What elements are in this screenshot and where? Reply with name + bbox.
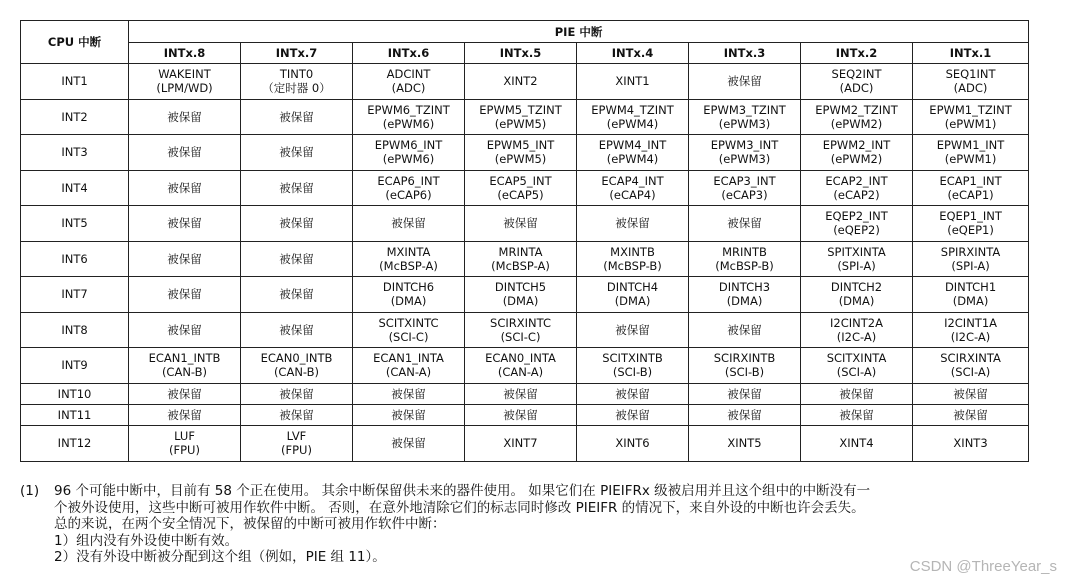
table-cell — [801, 277, 913, 313]
table-cell — [129, 348, 241, 384]
cell-text: (McBSP-A) — [491, 258, 550, 273]
table-cell — [913, 425, 1029, 461]
table-header-row — [21, 21, 1029, 43]
table-cell — [913, 241, 1029, 277]
table-cell — [577, 135, 689, 171]
cell-text: SEQ2INT — [831, 67, 882, 82]
cell-text: 被保留 — [167, 322, 202, 337]
table-cell — [465, 241, 577, 277]
table-cell — [129, 277, 241, 313]
cell-text: (CAN-A) — [497, 365, 544, 380]
table-cell — [577, 404, 689, 425]
table-cell — [801, 348, 913, 384]
table-cell — [801, 99, 913, 135]
table-cell — [129, 206, 241, 242]
table-cell — [353, 404, 465, 425]
table-row — [21, 170, 1029, 206]
cell-text: 被保留 — [279, 145, 314, 160]
table-cell — [913, 64, 1029, 100]
row-label: INT12 — [21, 425, 129, 461]
cell-text: 被保留 — [167, 216, 202, 231]
row-label: INT10 — [21, 383, 129, 404]
cell-text: (ePWM6) — [382, 152, 435, 167]
table-cell — [801, 241, 913, 277]
row-label: INT3 — [21, 135, 129, 171]
cell-text: EPWM4_TZINT — [591, 102, 674, 117]
cell-text: (eCAP3) — [721, 187, 768, 202]
pie-interrupt-header: PIE 中断 — [129, 21, 1029, 43]
table-row — [21, 64, 1029, 100]
row-label: INT7 — [21, 277, 129, 313]
cell-text: XINT2 — [503, 74, 538, 89]
cell-text: 被保留 — [391, 407, 426, 422]
cell-text: SCIRXINTA — [940, 351, 1001, 366]
cell-text: (DMA) — [614, 294, 651, 309]
footnote-line: 个被外设使用，这些中断可被用作软件中断。 否则，在意外地清除它们的标志同时修改 PIEIFR 的情况下，来自外设的中断也许会丢失。 — [54, 499, 865, 516]
cell-text: LVF — [286, 429, 307, 443]
cell-text: ECAN1_INTB — [148, 351, 221, 366]
cell-text: EPWM5_TZINT — [479, 102, 562, 117]
cell-text: (CAN-B) — [273, 365, 320, 380]
cell-text: (SCI-C) — [388, 329, 429, 344]
cell-text: 被保留 — [391, 216, 426, 231]
cell-text: EPWM4_INT — [598, 138, 667, 153]
cell-text: 被保留 — [839, 386, 874, 401]
cell-text: 被保留 — [391, 386, 426, 401]
cell-text: (eCAP4) — [609, 187, 656, 202]
cell-text: 被保留 — [279, 109, 314, 124]
table-cell — [577, 312, 689, 348]
cell-text: (LPM/WD) — [156, 81, 213, 96]
table-cell — [241, 206, 353, 242]
table-cell — [801, 135, 913, 171]
cell-text: (ePWM1) — [944, 116, 997, 131]
cell-text: SEQ1INT — [945, 67, 996, 82]
table-cell — [801, 170, 913, 206]
cell-text: 被保留 — [953, 407, 988, 422]
table-cell — [577, 383, 689, 404]
cell-text: (CAN-A) — [385, 365, 432, 380]
table-row — [21, 206, 1029, 242]
cell-text: 被保留 — [503, 407, 538, 422]
cell-text: EPWM3_INT — [710, 138, 779, 153]
cell-text: SCITXINTC — [378, 315, 439, 330]
cell-text: (eCAP1) — [947, 187, 994, 202]
table-cell — [353, 383, 465, 404]
table-cell — [129, 135, 241, 171]
column-header: INTx.6 — [353, 43, 465, 64]
table-cell — [689, 312, 801, 348]
table-cell — [241, 425, 353, 461]
table-cell — [801, 425, 913, 461]
table-cell — [801, 383, 913, 404]
cell-text: LUF — [174, 429, 195, 443]
table-cell — [913, 312, 1029, 348]
cell-text: SCIRXINTC — [490, 315, 551, 330]
cell-text: DINTCH6 — [382, 280, 435, 295]
cell-text: EPWM2_INT — [822, 138, 891, 153]
cell-text: (ePWM6) — [382, 116, 435, 131]
table-cell — [353, 312, 465, 348]
cell-text: SCITXINTB — [602, 351, 663, 366]
cell-text: SCITXINTA — [826, 351, 887, 366]
table-cell — [465, 64, 577, 100]
cell-text: 被保留 — [279, 287, 314, 302]
cell-text: 被保留 — [167, 251, 202, 266]
cell-text: WAKEINT — [158, 67, 211, 82]
table-cell — [801, 404, 913, 425]
table-row — [21, 312, 1029, 348]
cell-text: (DMA) — [952, 294, 989, 309]
cell-text: SPIRXINTA — [940, 244, 1001, 259]
table-cell — [241, 383, 353, 404]
cell-text: EQEP2_INT — [825, 209, 888, 224]
cell-text: 被保留 — [615, 216, 650, 231]
cell-text: 被保留 — [279, 180, 314, 195]
cell-text: (ePWM2) — [830, 116, 883, 131]
table-cell — [577, 241, 689, 277]
cell-text: (ePWM3) — [718, 116, 771, 131]
table-cell — [801, 206, 913, 242]
table-cell — [129, 64, 241, 100]
table-cell — [465, 348, 577, 384]
cell-text: 被保留 — [839, 407, 874, 422]
table-cell — [689, 170, 801, 206]
table-cell — [241, 312, 353, 348]
cell-text: (DMA) — [502, 294, 539, 309]
table-cell — [465, 135, 577, 171]
footnote-line: 1）组内没有外设使中断有效。 — [54, 532, 239, 549]
table-cell — [801, 64, 913, 100]
cell-text: 被保留 — [167, 109, 202, 124]
cell-text: DINTCH1 — [944, 280, 997, 295]
cell-text: ECAN0_INTA — [485, 351, 556, 366]
column-header: INTx.1 — [913, 43, 1029, 64]
table-cell — [353, 170, 465, 206]
cell-text: (McBSP-A) — [379, 258, 438, 273]
cell-text: (eCAP2) — [833, 187, 880, 202]
cell-text: DINTCH5 — [494, 280, 547, 295]
cell-text: DINTCH3 — [718, 280, 771, 295]
table-cell — [465, 277, 577, 313]
cell-text: 被保留 — [727, 322, 762, 337]
table-row — [21, 348, 1029, 384]
table-cell — [913, 99, 1029, 135]
table-cell — [465, 99, 577, 135]
cell-text: ADCINT — [386, 67, 431, 82]
table-cell — [913, 277, 1029, 313]
table-cell — [577, 170, 689, 206]
table-cell — [465, 383, 577, 404]
table-cell — [913, 348, 1029, 384]
cell-text: (ePWM4) — [606, 152, 659, 167]
table-cell — [353, 241, 465, 277]
table-cell — [241, 241, 353, 277]
cell-text: DINTCH4 — [606, 280, 659, 295]
table-row — [21, 99, 1029, 135]
cell-text: (SPI-A) — [837, 258, 876, 273]
cell-text: (ePWM5) — [494, 116, 547, 131]
cell-text: (ePWM5) — [494, 152, 547, 167]
cell-text: 被保留 — [167, 145, 202, 160]
table-cell — [465, 312, 577, 348]
table-cell — [801, 312, 913, 348]
cpu-interrupt-header: CPU 中断 — [21, 21, 129, 64]
row-label: INT1 — [21, 64, 129, 100]
cell-text: (ADC) — [953, 81, 988, 96]
table-cell — [689, 206, 801, 242]
cell-text: (I2C-A) — [950, 329, 991, 344]
cell-text: 被保留 — [167, 287, 202, 302]
cell-text: (FPU) — [281, 443, 312, 457]
cell-text: XINT1 — [615, 74, 650, 89]
table-cell — [129, 241, 241, 277]
table-cell — [129, 170, 241, 206]
cell-text: EQEP1_INT — [939, 209, 1002, 224]
row-label: INT6 — [21, 241, 129, 277]
cell-text: 被保留 — [167, 386, 202, 401]
cell-text: 被保留 — [953, 386, 988, 401]
cell-text: XINT5 — [727, 436, 762, 450]
cell-text: (ePWM2) — [830, 152, 883, 167]
table-cell — [353, 206, 465, 242]
table-cell — [689, 277, 801, 313]
cell-text: ECAP1_INT — [939, 173, 1002, 188]
pie-interrupt-table — [20, 20, 1029, 462]
table-cell — [913, 404, 1029, 425]
table-cell — [353, 64, 465, 100]
cell-text: EPWM2_TZINT — [815, 102, 898, 117]
cell-text: (DMA) — [838, 294, 875, 309]
cell-text: 被保留 — [615, 322, 650, 337]
cell-text: (SCI-C) — [500, 329, 541, 344]
cell-text: MRINTA — [498, 244, 543, 259]
column-header: INTx.7 — [241, 43, 353, 64]
table-cell — [241, 99, 353, 135]
cell-text: EPWM3_TZINT — [703, 102, 786, 117]
table-cell — [465, 404, 577, 425]
cell-text: 被保留 — [279, 322, 314, 337]
table-cell — [913, 383, 1029, 404]
cell-text: (ePWM4) — [606, 116, 659, 131]
table-cell — [353, 277, 465, 313]
table-cell — [577, 64, 689, 100]
table-cell — [353, 99, 465, 135]
cell-text: (SPI-A) — [951, 258, 990, 273]
footnote-marker: (1) — [20, 483, 40, 499]
cell-text: (eCAP5) — [497, 187, 544, 202]
cell-text: 被保留 — [503, 386, 538, 401]
table-cell — [465, 206, 577, 242]
cell-text: DINTCH2 — [830, 280, 883, 295]
cell-text: XINT6 — [615, 436, 650, 450]
footnote-line: 总的来说，在两个安全情况下，被保留的中断可被用作软件中断： — [54, 516, 446, 532]
cell-text: XINT3 — [953, 436, 988, 450]
cell-text: I2CINT1A — [944, 315, 998, 330]
cell-text: 被保留 — [727, 407, 762, 422]
cell-text: (McBSP-B) — [715, 258, 774, 273]
row-label: INT8 — [21, 312, 129, 348]
footnote — [20, 483, 1050, 566]
cell-text: (SCI-B) — [612, 365, 653, 380]
table-cell — [241, 348, 353, 384]
column-header: INTx.4 — [577, 43, 689, 64]
cell-text: (ePWM3) — [718, 152, 771, 167]
cell-text: (ADC) — [391, 81, 426, 96]
cell-text: 被保留 — [727, 216, 762, 231]
cell-text: (SCI-A) — [950, 365, 991, 380]
row-label: INT5 — [21, 206, 129, 242]
table-row — [21, 277, 1029, 313]
cell-text: 被保留 — [727, 386, 762, 401]
table-cell — [465, 425, 577, 461]
table-cell — [353, 135, 465, 171]
cell-text: 被保留 — [615, 407, 650, 422]
cell-text: EPWM1_INT — [936, 138, 1005, 153]
table-cell — [913, 206, 1029, 242]
table-cell — [129, 404, 241, 425]
cell-text: (ADC) — [839, 81, 874, 96]
cell-text: 被保留 — [279, 386, 314, 401]
row-label: INT2 — [21, 99, 129, 135]
cell-text: MXINTA — [386, 244, 431, 259]
table-cell — [577, 206, 689, 242]
cell-text: 被保留 — [279, 251, 314, 266]
table-body — [21, 64, 1029, 462]
cell-text: (DMA) — [726, 294, 763, 309]
cell-text: ECAN0_INTB — [260, 351, 333, 366]
footnote-line: 2）没有外设中断被分配到这个组（例如，PIE 组 11）。 — [54, 549, 386, 565]
table-cell — [689, 241, 801, 277]
footnote-body — [54, 483, 870, 566]
cell-text: MRINTB — [722, 244, 767, 259]
table-cell — [241, 135, 353, 171]
table-cell — [913, 135, 1029, 171]
cell-text: TINT0 — [279, 67, 314, 82]
footnote-line: 96 个可能中断中，目前有 58 个正在使用。 其余中断保留供未来的器件使用。 如果它们在 PIEIFRx 级被启用并且这个组中的中断没有一 — [54, 483, 871, 499]
cell-text: I2CINT2A — [830, 315, 883, 330]
table-cell — [913, 170, 1029, 206]
cell-text: ECAP5_INT — [489, 173, 552, 188]
table-cell — [353, 348, 465, 384]
table-cell — [577, 99, 689, 135]
table-cell — [129, 99, 241, 135]
cell-text: 被保留 — [167, 180, 202, 195]
column-header: INTx.5 — [465, 43, 577, 64]
table-cell — [241, 170, 353, 206]
cell-text: ECAP2_INT — [825, 173, 888, 188]
table-cell — [577, 277, 689, 313]
cell-text: 被保留 — [391, 436, 426, 450]
table-cell — [465, 170, 577, 206]
table-cell — [689, 383, 801, 404]
table-cell — [689, 99, 801, 135]
cell-text: EPWM5_INT — [486, 138, 555, 153]
column-header-row — [21, 43, 1029, 64]
row-label: INT4 — [21, 170, 129, 206]
table-cell — [577, 348, 689, 384]
cell-text: 被保留 — [615, 386, 650, 401]
cell-text: 被保留 — [503, 216, 538, 231]
table-cell — [241, 404, 353, 425]
cell-text: (I2C-A) — [836, 329, 877, 344]
table-row — [21, 425, 1029, 461]
table-cell — [689, 425, 801, 461]
table-cell — [241, 64, 353, 100]
table-cell — [689, 348, 801, 384]
cell-text: 被保留 — [279, 407, 314, 422]
table-cell — [129, 383, 241, 404]
table-cell — [129, 425, 241, 461]
cell-text: 被保留 — [727, 74, 762, 89]
cell-text: 被保留 — [279, 216, 314, 231]
row-label: INT11 — [21, 404, 129, 425]
cell-text: EPWM1_TZINT — [929, 102, 1012, 117]
column-header: INTx.3 — [689, 43, 801, 64]
table-cell — [353, 425, 465, 461]
row-label: INT9 — [21, 348, 129, 384]
cell-text: （定时器 0） — [262, 81, 331, 96]
cell-text: MXINTB — [610, 244, 655, 259]
cell-text: EPWM6_INT — [374, 138, 443, 153]
column-header: INTx.2 — [801, 43, 913, 64]
cell-text: EPWM6_TZINT — [367, 102, 450, 117]
table-cell — [689, 64, 801, 100]
cell-text: (DMA) — [390, 294, 427, 309]
cell-text: (McBSP-B) — [603, 258, 662, 273]
cell-text: (SCI-A) — [836, 365, 877, 380]
cell-text: ECAP4_INT — [601, 173, 664, 188]
cell-text: (eQEP2) — [833, 223, 880, 238]
cell-text: XINT7 — [503, 436, 538, 450]
table-cell — [689, 404, 801, 425]
table-cell — [577, 425, 689, 461]
table-row — [21, 383, 1029, 404]
cell-text: (SCI-B) — [724, 365, 765, 380]
column-header: INTx.8 — [129, 43, 241, 64]
cell-text: SCIRXINTB — [713, 351, 776, 366]
cell-text: XINT4 — [839, 436, 874, 450]
table-cell — [689, 135, 801, 171]
table-cell — [129, 312, 241, 348]
table-row — [21, 404, 1029, 425]
cell-text: (ePWM1) — [944, 152, 997, 167]
table-cell — [241, 277, 353, 313]
cell-text: ECAP3_INT — [713, 173, 776, 188]
cell-text: SPITXINTA — [827, 244, 886, 259]
cell-text: 被保留 — [167, 407, 202, 422]
cell-text: ECAN1_INTA — [373, 351, 444, 366]
table-row — [21, 135, 1029, 171]
cell-text: (CAN-B) — [161, 365, 208, 380]
cell-text: (eQEP1) — [947, 223, 994, 238]
cell-text: ECAP6_INT — [377, 173, 440, 188]
cell-text: (eCAP6) — [385, 187, 432, 202]
table-row — [21, 241, 1029, 277]
cell-text: (FPU) — [169, 443, 200, 457]
watermark: CSDN @ThreeYear_s — [909, 558, 1057, 575]
